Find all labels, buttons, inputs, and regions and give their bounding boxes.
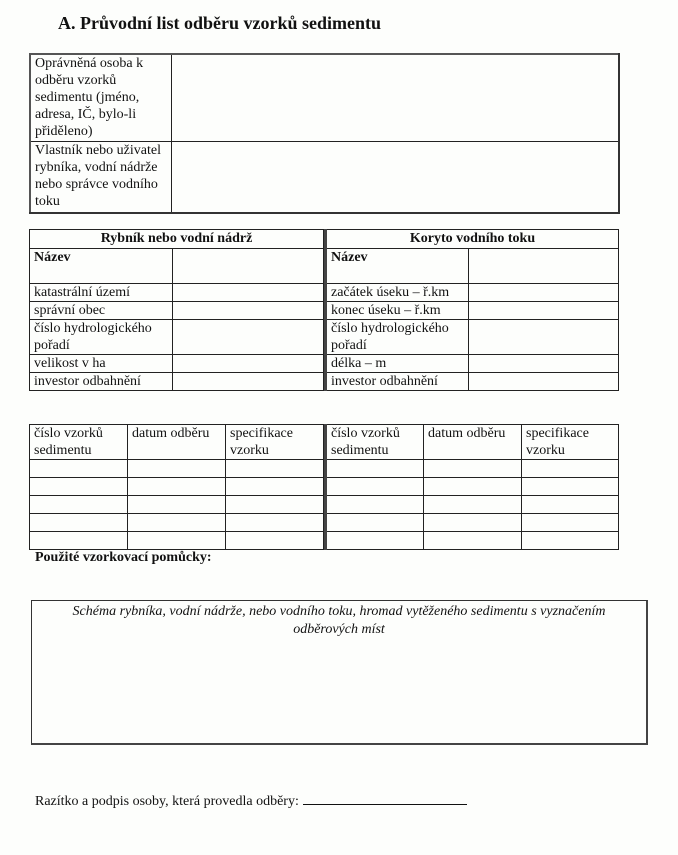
table-row bbox=[30, 373, 324, 391]
table-row bbox=[326, 302, 619, 320]
table-row bbox=[326, 514, 619, 532]
sample-number-cell[interactable] bbox=[326, 514, 424, 532]
table-row bbox=[30, 320, 324, 355]
sampling-date-cell[interactable] bbox=[128, 460, 226, 478]
table-row bbox=[30, 460, 324, 478]
sample-spec-cell[interactable] bbox=[226, 478, 324, 496]
table-row bbox=[326, 496, 619, 514]
column-header-sample-number: číslo vzorků sedimentu bbox=[30, 425, 128, 460]
table-row bbox=[30, 142, 619, 214]
cadastral-area-field[interactable] bbox=[173, 284, 324, 302]
table-row bbox=[326, 320, 619, 355]
length-m-label: délka – m bbox=[326, 355, 469, 373]
section-start-field[interactable] bbox=[469, 284, 619, 302]
table-row bbox=[326, 249, 619, 284]
sample-spec-cell[interactable] bbox=[522, 496, 619, 514]
scheme-drawing-area[interactable] bbox=[31, 600, 648, 745]
table-row bbox=[326, 478, 619, 496]
owner-label: Vlastník nebo uživatel rybníka, vodní nádrže nebo správce vodního toku bbox=[30, 142, 171, 214]
column-header-sample-spec: specifikace vzorku bbox=[226, 425, 324, 460]
table-row bbox=[30, 532, 324, 550]
table-row bbox=[30, 355, 324, 373]
size-ha-label: velikost v ha bbox=[30, 355, 173, 373]
column-header-sample-number: číslo vzorků sedimentu bbox=[326, 425, 424, 460]
pond-name-label: Název bbox=[30, 249, 173, 284]
pond-table-heading: Rybník nebo vodní nádrž bbox=[30, 230, 324, 249]
location-tables bbox=[29, 229, 619, 390]
section-start-label: začátek úseku – ř.km bbox=[326, 284, 469, 302]
sample-spec-cell[interactable] bbox=[522, 532, 619, 550]
sample-number-cell[interactable] bbox=[326, 496, 424, 514]
sample-number-cell[interactable] bbox=[30, 532, 128, 550]
table-row bbox=[30, 302, 324, 320]
column-header-sampling-date: datum odběru bbox=[128, 425, 226, 460]
hydro-order-field[interactable] bbox=[173, 320, 324, 355]
column-header-sample-spec: specifikace vzorku bbox=[522, 425, 619, 460]
sample-number-cell[interactable] bbox=[30, 460, 128, 478]
sampling-date-cell[interactable] bbox=[424, 478, 522, 496]
authorized-person-label: Oprávněná osoba k odběru vzorků sedimentu (jméno, adresa, IČ, bylo-li přiděleno) bbox=[30, 54, 171, 142]
table-header-row bbox=[30, 425, 324, 460]
sample-number-cell[interactable] bbox=[30, 514, 128, 532]
table-row bbox=[30, 284, 324, 302]
size-ha-field[interactable] bbox=[173, 355, 324, 373]
sample-spec-cell[interactable] bbox=[522, 478, 619, 496]
watercourse-name-label: Název bbox=[326, 249, 469, 284]
pond-samples-table bbox=[29, 424, 324, 550]
sample-number-cell[interactable] bbox=[30, 478, 128, 496]
pond-table bbox=[29, 229, 324, 391]
sampling-date-cell[interactable] bbox=[128, 478, 226, 496]
hydro-order-field[interactable] bbox=[469, 320, 619, 355]
table-row bbox=[30, 514, 324, 532]
sampling-date-cell[interactable] bbox=[424, 496, 522, 514]
sampling-date-cell[interactable] bbox=[424, 514, 522, 532]
responsible-parties-table bbox=[29, 53, 620, 214]
sample-spec-cell[interactable] bbox=[226, 532, 324, 550]
sampling-tools-label: Použité vzorkovací pomůcky: bbox=[35, 550, 212, 565]
sample-number-cell[interactable] bbox=[326, 532, 424, 550]
section-end-field[interactable] bbox=[469, 302, 619, 320]
sample-number-cell[interactable] bbox=[326, 478, 424, 496]
municipality-label: správní obec bbox=[30, 302, 173, 320]
sample-spec-cell[interactable] bbox=[522, 460, 619, 478]
investor-label: investor odbahnění bbox=[326, 373, 469, 391]
sampling-date-cell[interactable] bbox=[128, 532, 226, 550]
length-m-field[interactable] bbox=[469, 355, 619, 373]
sample-spec-cell[interactable] bbox=[226, 496, 324, 514]
watercourse-table-heading: Koryto vodního toku bbox=[326, 230, 619, 249]
sample-spec-cell[interactable] bbox=[226, 460, 324, 478]
signature-label: Razítko a podpis osoby, která provedla odběry: bbox=[35, 794, 299, 809]
watercourse-name-field[interactable] bbox=[469, 249, 619, 284]
table-row bbox=[326, 460, 619, 478]
investor-field[interactable] bbox=[173, 373, 324, 391]
hydro-order-label: číslo hydrologického pořadí bbox=[30, 320, 173, 355]
table-header-row bbox=[326, 425, 619, 460]
pond-name-field[interactable] bbox=[173, 249, 324, 284]
hydro-order-label: číslo hydrologického pořadí bbox=[326, 320, 469, 355]
table-row bbox=[30, 249, 324, 284]
authorized-person-field[interactable] bbox=[171, 54, 619, 142]
table-row bbox=[326, 373, 619, 391]
watercourse-samples-table bbox=[324, 424, 619, 550]
table-row bbox=[326, 355, 619, 373]
scheme-caption: Schéma rybníka, vodní nádrže, nebo vodního toku, hromad vytěženého sedimentu s vyznačením odběrových míst bbox=[72, 604, 606, 637]
investor-label: investor odbahnění bbox=[30, 373, 173, 391]
table-row bbox=[30, 478, 324, 496]
investor-field[interactable] bbox=[469, 373, 619, 391]
sampling-date-cell[interactable] bbox=[128, 514, 226, 532]
sample-number-cell[interactable] bbox=[326, 460, 424, 478]
document-title: A. Průvodní list odběru vzorků sedimentu bbox=[58, 13, 382, 33]
signature-row bbox=[35, 791, 467, 810]
sampling-date-cell[interactable] bbox=[424, 532, 522, 550]
table-row bbox=[326, 532, 619, 550]
sample-number-cell[interactable] bbox=[30, 496, 128, 514]
watercourse-table bbox=[324, 229, 619, 391]
table-row bbox=[326, 284, 619, 302]
owner-field[interactable] bbox=[171, 142, 619, 214]
sample-spec-cell[interactable] bbox=[522, 514, 619, 532]
samples-tables bbox=[29, 424, 619, 548]
sampling-date-cell[interactable] bbox=[128, 496, 226, 514]
municipality-field[interactable] bbox=[173, 302, 324, 320]
sample-spec-cell[interactable] bbox=[226, 514, 324, 532]
table-row bbox=[30, 54, 619, 142]
sampling-date-cell[interactable] bbox=[424, 460, 522, 478]
table-row bbox=[30, 496, 324, 514]
cadastral-area-label: katastrální území bbox=[30, 284, 173, 302]
section-end-label: konec úseku – ř.km bbox=[326, 302, 469, 320]
signature-line[interactable] bbox=[303, 791, 467, 805]
column-header-sampling-date: datum odběru bbox=[424, 425, 522, 460]
